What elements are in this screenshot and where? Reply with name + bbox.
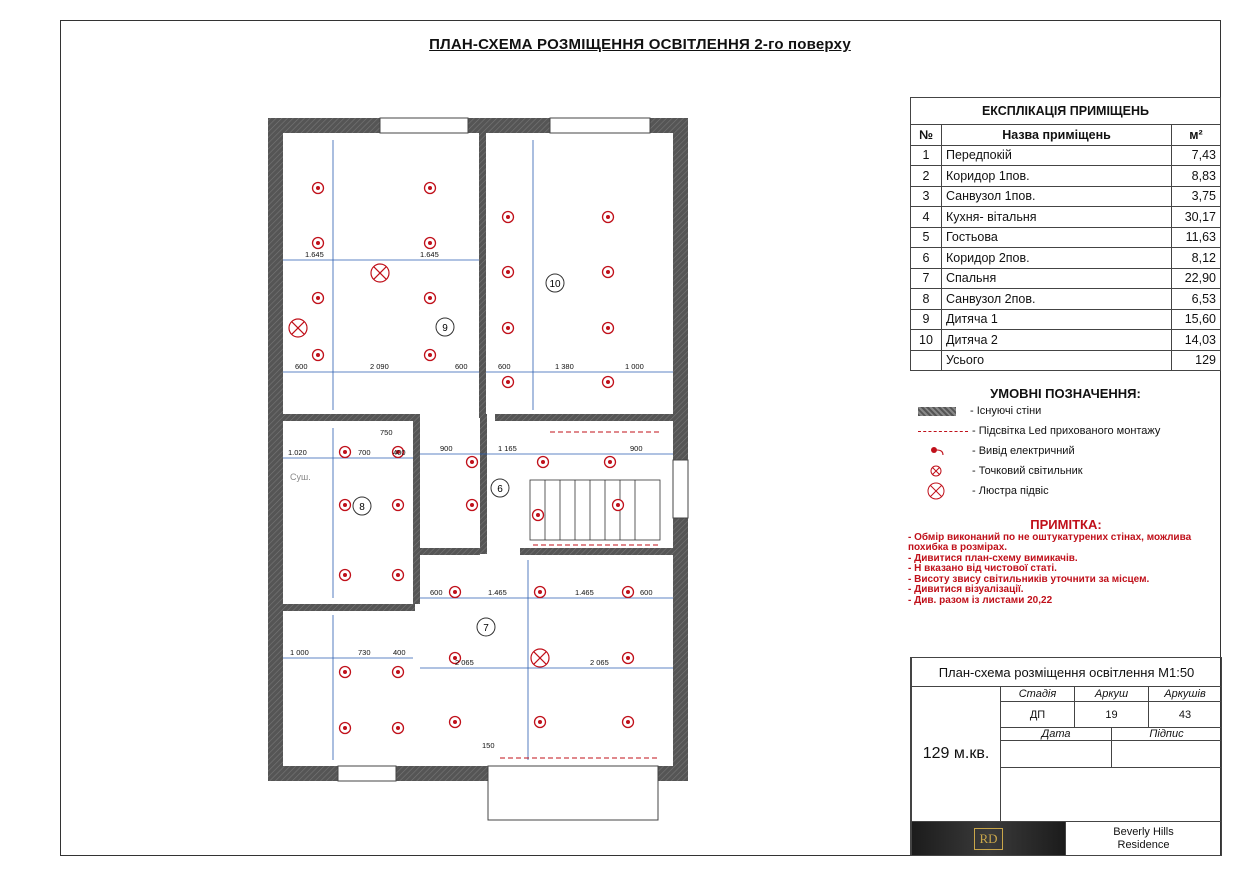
legend-item-walls: - Існуючі стіни (918, 402, 1041, 420)
svg-text:1.465: 1.465 (575, 588, 594, 597)
svg-text:750: 750 (380, 428, 393, 437)
rd-logo-icon: RD (974, 828, 1002, 850)
note-block (908, 517, 1224, 606)
led-dashed-line-icon (918, 431, 968, 432)
svg-text:700: 700 (358, 448, 371, 457)
room-number-markers (353, 274, 564, 636)
legend-item-spot: - Точковий світильник (918, 462, 1083, 480)
note-title: ПРИМІТКА: (1030, 517, 1102, 532)
svg-text:1 000: 1 000 (290, 648, 309, 657)
note-line: - Обмір виконаний по не оштукатурених стінах, можлива похибка в розмірах. (908, 531, 1192, 553)
wall-hatch-icon (918, 407, 956, 416)
svg-text:Суш.: Суш. (290, 472, 311, 482)
floor-plan (250, 110, 695, 825)
legend-item-led: - Підсвітка Led прихованого монтажу (918, 422, 1160, 440)
svg-text:900: 900 (630, 444, 643, 453)
sheets-label: Аркушів (1148, 686, 1222, 702)
room-explication-table (910, 97, 1221, 371)
table-row: 6 Коридор 2пов. 8,12 (911, 248, 1221, 269)
table-row: 5 Гостьова 11,63 (911, 227, 1221, 248)
date-cell (1000, 740, 1112, 768)
svg-text:600: 600 (295, 362, 308, 371)
title-block (910, 657, 1222, 856)
svg-text:8: 8 (359, 502, 365, 513)
col-header-name: Назва приміщень (942, 125, 1172, 146)
table-row: 9 Дитяча 1 15,60 (911, 309, 1221, 330)
table-row: 3 Санвузол 1пов. 3,75 (911, 186, 1221, 207)
sheet-label: Аркуш (1074, 686, 1149, 702)
svg-text:2 090: 2 090 (370, 362, 389, 371)
svg-text:9: 9 (442, 323, 448, 334)
date-label: Дата (1000, 727, 1112, 741)
col-header-area: м² (1172, 125, 1221, 146)
note-line: - Дивитися візуалізації. (908, 584, 1024, 595)
svg-text:400: 400 (393, 448, 406, 457)
legend-item-chandelier: - Люстра підвіс (918, 482, 1049, 500)
svg-text:730: 730 (358, 648, 371, 657)
company-logo (911, 821, 1066, 856)
stage-label: Стадія (1000, 686, 1075, 702)
table-row: 4 Кухня- вітальня 30,17 (911, 207, 1221, 228)
svg-text:10: 10 (549, 279, 561, 290)
note-line: - Н вказано від чистової статі. (908, 563, 1057, 574)
svg-text:2 065: 2 065 (590, 658, 609, 667)
project-name: Beverly Hills Residence (1065, 821, 1222, 856)
table-caption: ЕКСПЛІКАЦІЯ ПРИМІЩЕНЬ (911, 98, 1221, 125)
svg-text:1 165: 1 165 (498, 444, 517, 453)
svg-text:600: 600 (498, 362, 511, 371)
note-line: - Дивитися план-схему вимикачів. (908, 552, 1078, 564)
table-row: 7 Спальня 22,90 (911, 268, 1221, 289)
stairs (530, 480, 660, 540)
sheet-value: 19 (1074, 701, 1149, 728)
svg-text:1.020: 1.020 (288, 448, 307, 457)
blank-cell (1000, 767, 1222, 822)
spot-light-icon (918, 464, 954, 478)
svg-text:600: 600 (430, 588, 443, 597)
svg-text:1.645: 1.645 (305, 250, 324, 259)
electrical-outlet-icon (918, 444, 954, 458)
sign-cell (1111, 740, 1222, 768)
svg-text:1.645: 1.645 (420, 250, 439, 259)
sign-label: Підпис (1111, 727, 1222, 741)
sheet-title: План-схема розміщення освітлення М1:50 (911, 657, 1222, 687)
note-line: - Див. разом із листами 20,22 (908, 594, 1053, 606)
table-row: 2 Коридор 1пов. 8,83 (911, 166, 1221, 187)
svg-text:2 065: 2 065 (455, 658, 474, 667)
svg-text:1 380: 1 380 (555, 362, 574, 371)
table-row: 10 Дитяча 2 14,03 (911, 330, 1221, 351)
col-header-num: № (911, 125, 942, 146)
table-row: 1 Передпокій 7,43 (911, 145, 1221, 166)
table-total-row: Усього 129 (911, 350, 1221, 371)
sheets-value: 43 (1148, 701, 1222, 728)
exterior-walls (268, 118, 688, 781)
pendant-chandelier-icon (918, 481, 954, 501)
svg-text:1 000: 1 000 (625, 362, 644, 371)
svg-text:400: 400 (393, 648, 406, 657)
svg-text:150: 150 (482, 741, 495, 750)
svg-text:7: 7 (483, 623, 489, 634)
windows (338, 118, 688, 820)
note-line: - Висоту звису світильників уточнити за місцем. (908, 573, 1150, 585)
svg-text:600: 600 (455, 362, 468, 371)
drawing-title: ПЛАН-СХЕМА РОЗМІЩЕННЯ ОСВІТЛЕННЯ 2-го поверху (429, 36, 851, 53)
stage-value: ДП (1000, 701, 1075, 728)
table-row: 8 Санвузол 2пов. 6,53 (911, 289, 1221, 310)
svg-text:6: 6 (497, 484, 503, 495)
svg-text:1.465: 1.465 (488, 588, 507, 597)
svg-text:600: 600 (640, 588, 653, 597)
legend-item-outlet: - Вивід електричний (918, 442, 1075, 460)
legend (910, 386, 1221, 497)
legend-title: УМОВНІ ПОЗНАЧЕННЯ: (990, 386, 1141, 401)
svg-text:900: 900 (440, 444, 453, 453)
area-total: 129 м.кв. (911, 686, 1001, 822)
